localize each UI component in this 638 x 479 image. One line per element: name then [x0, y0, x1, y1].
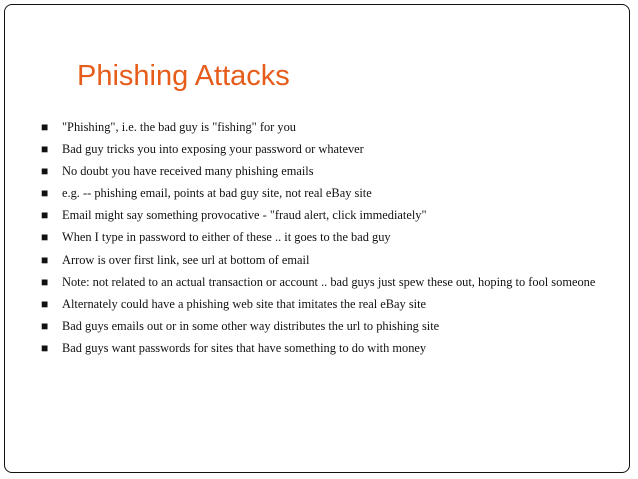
- bullet-item: [41, 163, 613, 180]
- bullet-text: Note: not related to an actual transaction or account .. bad guys just spew these out, hoping to fool someone: [62, 274, 596, 289]
- square-bullet-icon: ■: [41, 230, 49, 245]
- bullet-text: Arrow is over first link, see url at bottom of email: [62, 252, 310, 267]
- bullet-item: [41, 252, 613, 269]
- square-bullet-icon: ■: [41, 164, 49, 179]
- bullet-text: Bad guys want passwords for sites that have something to do with money: [62, 340, 427, 355]
- slide-frame: [4, 4, 630, 473]
- bullet-text: Email might say something provocative - "fraud alert, click immediately": [62, 208, 427, 223]
- square-bullet-icon: ■: [41, 208, 49, 223]
- square-bullet-icon: ■: [41, 340, 49, 355]
- slide-title: Phishing Attacks: [77, 60, 290, 92]
- bullet-text: "Phishing", i.e. the bad guy is "fishing" for you: [62, 120, 296, 134]
- bullet-item: [41, 318, 613, 335]
- bullet-item: [41, 229, 613, 246]
- bullet-text: No doubt you have received many phishing emails: [62, 164, 314, 179]
- bullet-item: [41, 207, 613, 224]
- square-bullet-icon: ■: [41, 120, 49, 134]
- bullet-text: Bad guys emails out or in some other way distributes the url to phishing site: [62, 318, 440, 333]
- bullet-list: [41, 119, 613, 362]
- square-bullet-icon: ■: [41, 274, 49, 289]
- bullet-item: [41, 185, 613, 202]
- bullet-item: [41, 296, 613, 313]
- bullet-item: [41, 274, 613, 291]
- square-bullet-icon: ■: [41, 186, 49, 201]
- square-bullet-icon: ■: [41, 142, 49, 157]
- bullet-text: e.g. -- phishing email, points at bad guy site, not real eBay site: [62, 186, 372, 201]
- square-bullet-icon: ■: [41, 252, 49, 267]
- square-bullet-icon: ■: [41, 296, 49, 311]
- bullet-text: Bad guy tricks you into exposing your password or whatever: [62, 142, 364, 157]
- bullet-text: When I type in password to either of these .. it goes to the bad guy: [62, 230, 391, 245]
- bullet-text: Alternately could have a phishing web site that imitates the real eBay site: [62, 296, 427, 311]
- square-bullet-icon: ■: [41, 318, 49, 333]
- bullet-item: [41, 119, 613, 136]
- bullet-item: [41, 141, 613, 158]
- bullet-item: [41, 340, 613, 357]
